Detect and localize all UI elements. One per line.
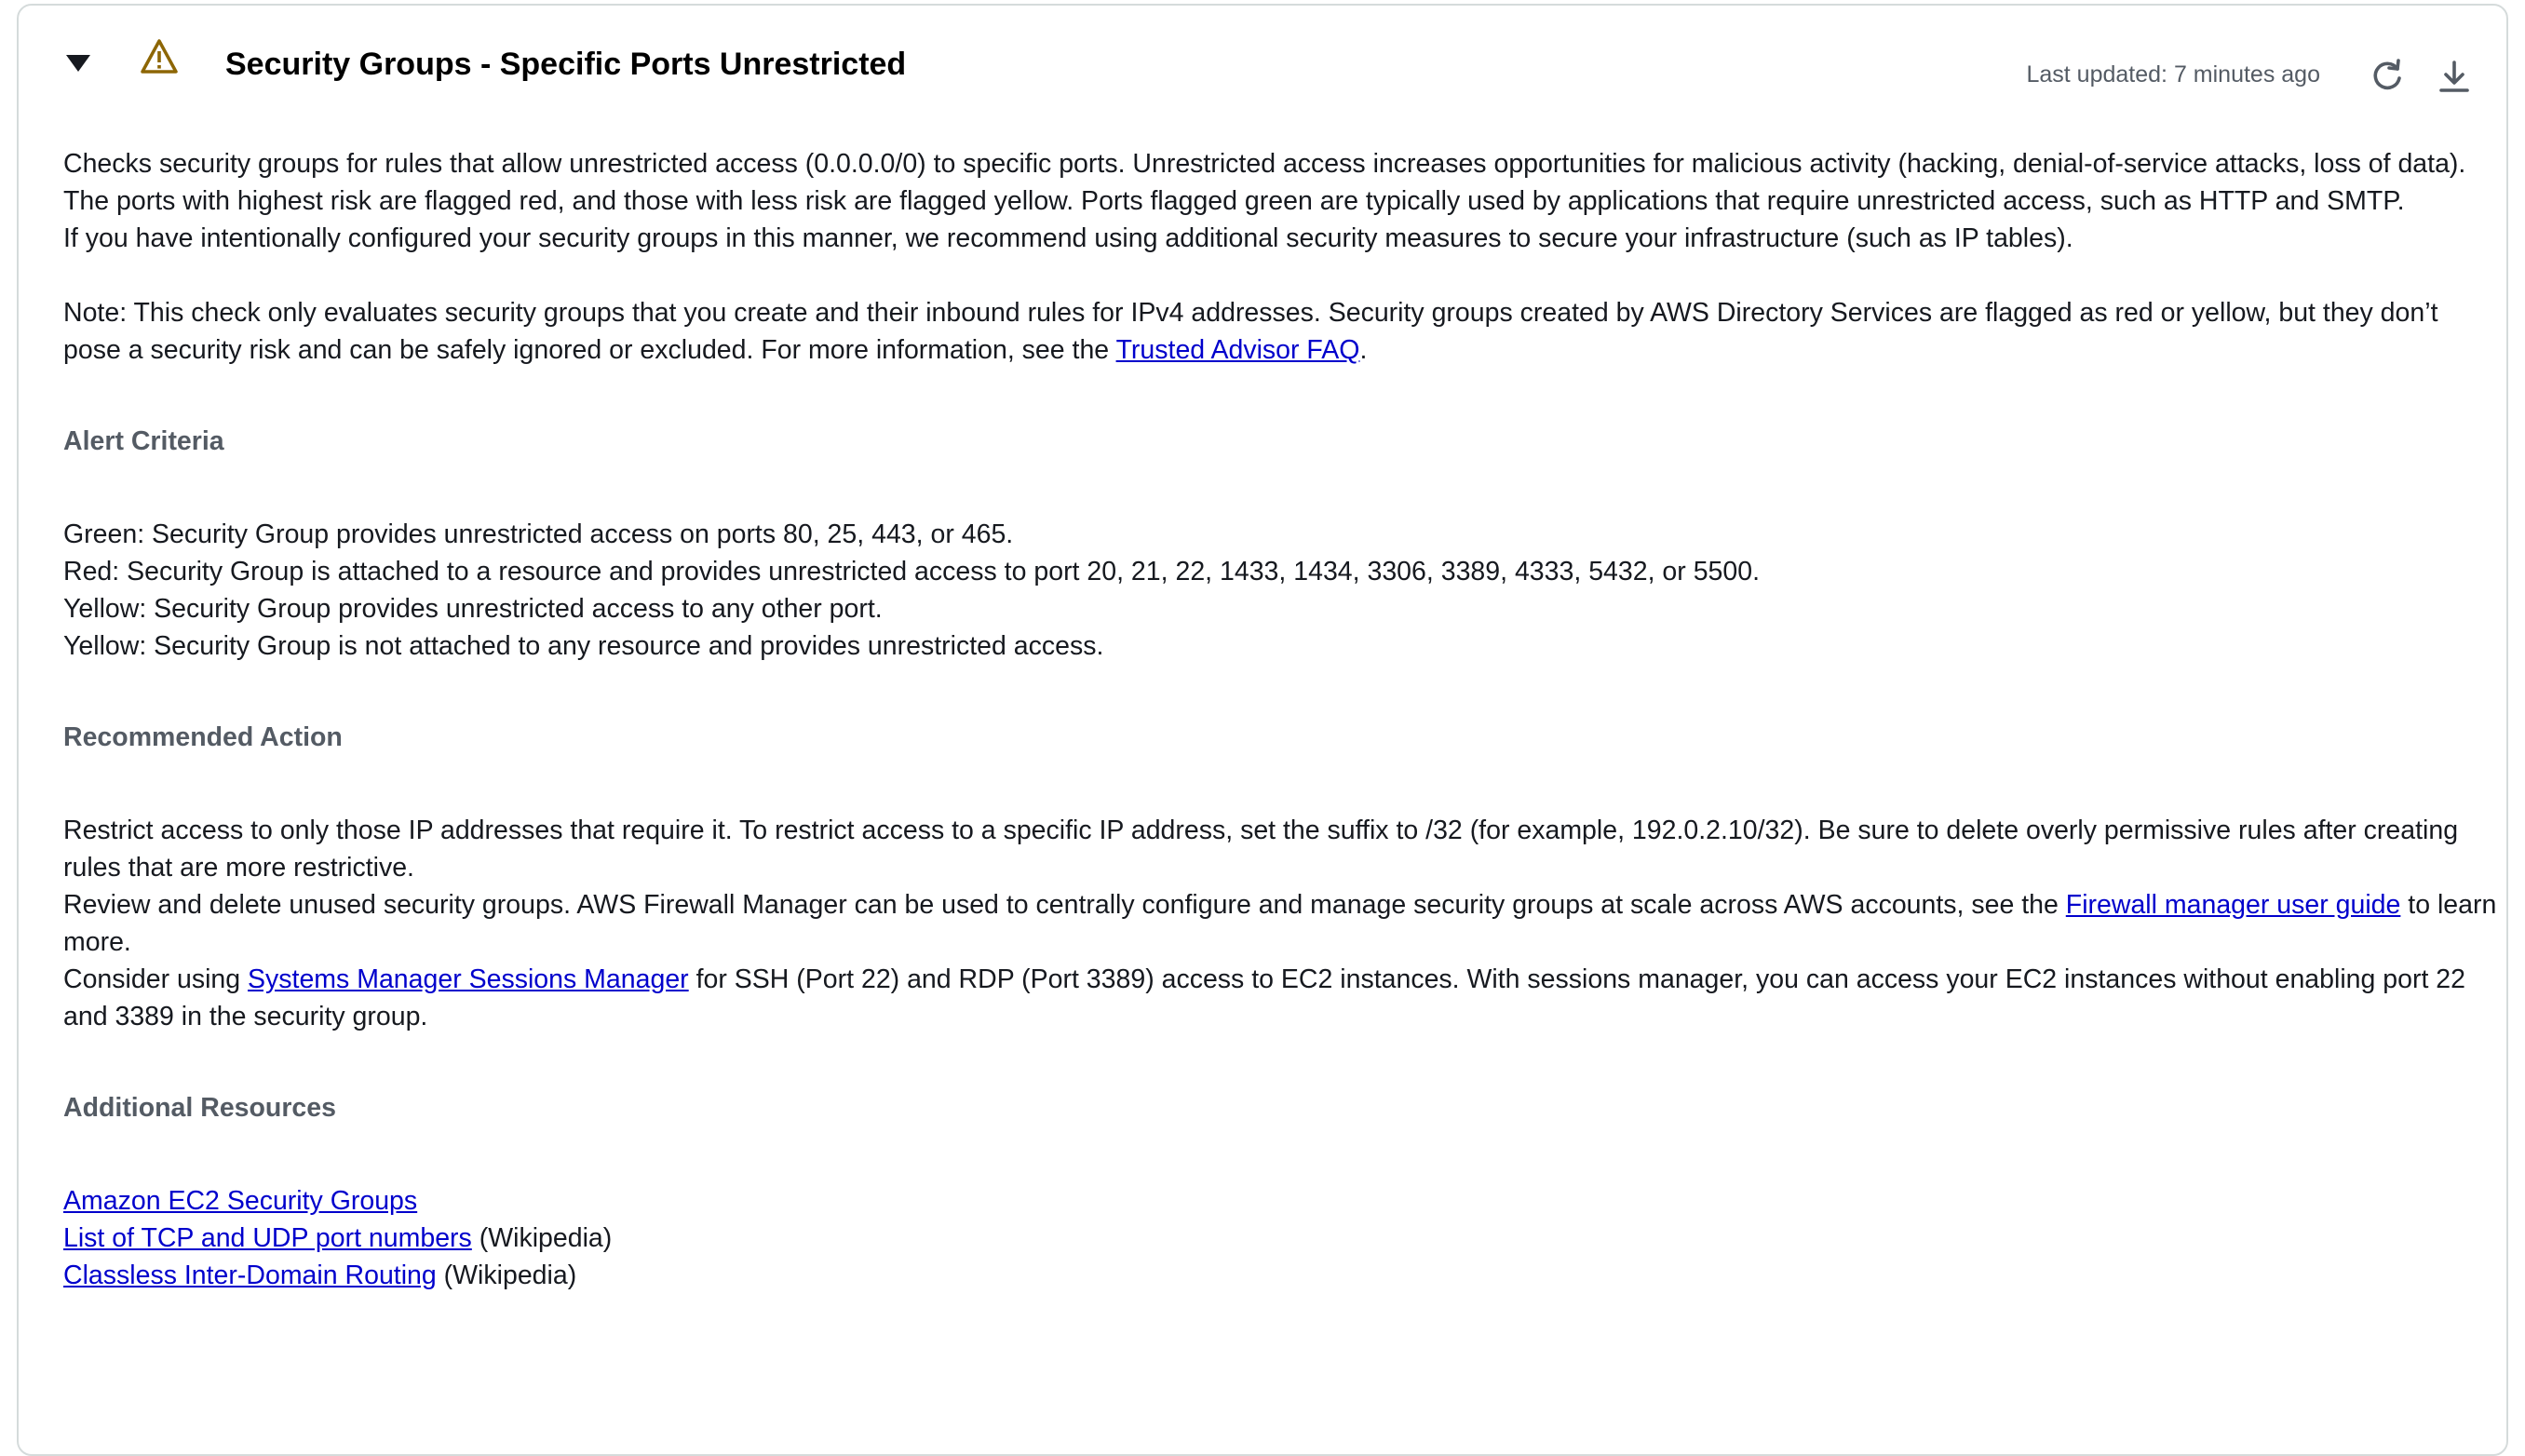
- check-header: [19, 6, 2506, 117]
- recommended-action-heading: Recommended Action: [63, 722, 343, 752]
- description-line: The ports with highest risk are flagged red, and those with less risk are flagged yellow. Ports flagged green are typically used by applications that require unrestricted access, such as HTTP and SMTP.: [63, 186, 2405, 216]
- refresh-button[interactable]: [2365, 54, 2410, 99]
- recommended-action-item: [63, 961, 2503, 1035]
- alert-criteria-item: Green: Security Group provides unrestricted access on ports 80, 25, 443, or 465.: [63, 519, 1014, 549]
- description-note: [63, 294, 2503, 369]
- warning-icon: [140, 37, 179, 76]
- check-panel: [17, 4, 2508, 1456]
- check-title: Security Groups - Specific Ports Unrestricted: [225, 47, 907, 82]
- trusted-advisor-faq-link[interactable]: Trusted Advisor FAQ: [1115, 335, 1360, 365]
- resource-suffix: (Wikipedia): [436, 1261, 577, 1290]
- note-text: Note: This check only evaluates security groups that you create and their inbound rules for IPv4 addresses. Security groups created by AWS Directory Services are flagged as red or yellow, but they don’t pose a security risk and can be safely ignored or excluded. For more information, see the: [63, 298, 2438, 365]
- firewall-manager-guide-link[interactable]: Firewall manager user guide: [2065, 890, 2401, 920]
- cidr-link[interactable]: Classless Inter-Domain Routing: [63, 1261, 437, 1290]
- ec2-security-groups-link[interactable]: Amazon EC2 Security Groups: [63, 1186, 418, 1216]
- description-line: Checks security groups for rules that allow unrestricted access (0.0.0.0/0) to specific ports. Unrestricted access increases opportunities for malicious activity (hacking, denial-of-service attacks, loss of data).: [63, 149, 2466, 179]
- check-description: [63, 145, 2503, 1294]
- download-icon: [2436, 58, 2473, 95]
- alert-criteria-item: Red: Security Group is attached to a resource and provides unrestricted access to port 20, 21, 22, 1433, 1434, 3306, 3389, 4333, 5432, or 5500.: [63, 557, 1761, 586]
- refresh-icon: [2369, 58, 2406, 95]
- tcp-udp-ports-link[interactable]: List of TCP and UDP port numbers: [63, 1223, 472, 1253]
- last-updated-text: Last updated: 7 minutes ago: [2026, 61, 2320, 88]
- download-button[interactable]: [2432, 54, 2477, 99]
- alert-criteria-item: Yellow: Security Group is not attached to any resource and provides unrestricted access.: [63, 631, 1104, 661]
- alert-criteria-heading: Alert Criteria: [63, 426, 224, 456]
- recommended-action-item: Restrict access to only those IP addresses that require it. To restrict access to a specific IP address, set the suffix to /32 (for example, 192.0.2.10/32). Be sure to delete overly permissive rules after creating rules that are more restrictive.: [63, 816, 2459, 883]
- alert-criteria-item: Yellow: Security Group provides unrestricted access to any other port.: [63, 594, 883, 624]
- action-text: for SSH (Port 22) and RDP (Port 3389) access to EC2 instances. With sessions manager, you can access your EC2 instances without enabling port 22 and 3389 in the security group.: [63, 964, 2466, 1031]
- note-suffix: .: [1359, 335, 1368, 365]
- action-text: to learn more.: [63, 890, 2497, 957]
- resource-item: [63, 1220, 2503, 1257]
- resource-item: [63, 1182, 2503, 1220]
- collapse-toggle[interactable]: [60, 45, 97, 82]
- systems-manager-sessions-link[interactable]: Systems Manager Sessions Manager: [248, 964, 689, 994]
- caret-down-icon: [65, 53, 91, 74]
- description-line: If you have intentionally configured your security groups in this manner, we recommend using additional security measures to secure your infrastructure (such as IP tables).: [63, 223, 2073, 253]
- action-text: Review and delete unused security groups. AWS Firewall Manager can be used to centrally configure and manage security groups at scale across AWS accounts, see the: [63, 890, 2066, 920]
- resource-suffix: (Wikipedia): [471, 1223, 613, 1253]
- recommended-action-item: [63, 886, 2503, 961]
- additional-resources-heading: Additional Resources: [63, 1093, 336, 1123]
- action-text: Consider using: [63, 964, 249, 994]
- resource-item: [63, 1257, 2503, 1294]
